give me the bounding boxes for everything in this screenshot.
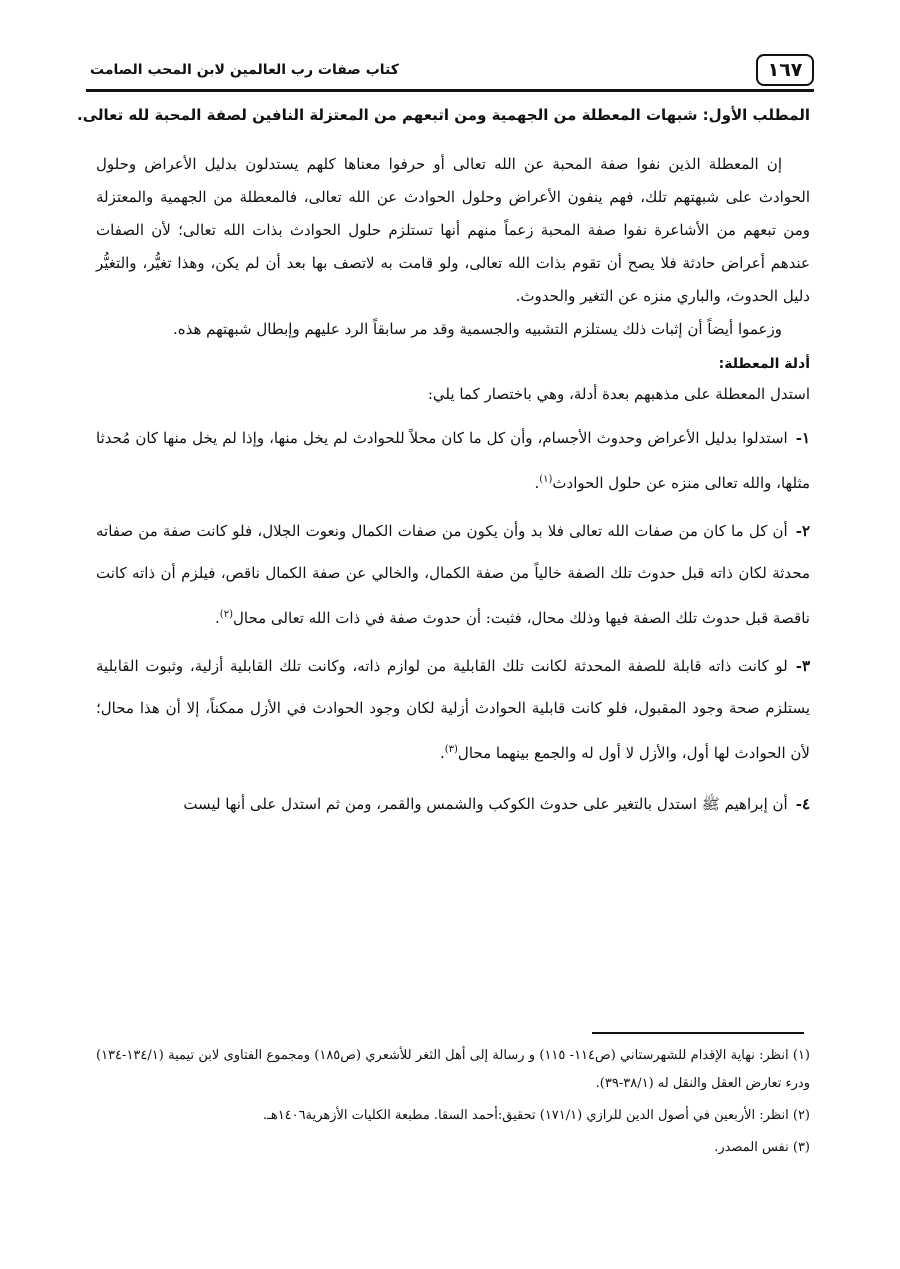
item-number: ١- <box>795 429 810 447</box>
item-text: استدلوا بدليل الأعراض وحدوث الأجسام، وأن كل ما كان محلاً للحوادث لم يخل منها، وإذا لم يخل منها كان مُحدثا مثلها، والله تعالى منزه عن حلول الحوادث <box>96 429 810 492</box>
item-text: أن كل ما كان من صفات الله تعالى فلا بد وأن يكون من صفات الكمال ونعوت الجلال، فلو كانت صفة من صفاته محدثة لكان ذاته قبل حدوث تلك الصفة خالياً من صفة الكمال، والخالي عن صفة الكمال ناقص، فيلزم أن ذاته كانت ناقصة قبل حدوث تلك الصفة فيها وذلك محال، فثبت: أن حدوث صفة في ذات الله تعالى محال <box>96 522 810 627</box>
item-number: ٢- <box>795 522 810 540</box>
footnote-ref[interactable]: (٢) <box>219 609 233 620</box>
item-number: ٣- <box>795 657 810 675</box>
footnote-ref[interactable]: (١) <box>539 474 553 485</box>
item-text: أن إبراهيم ﷺ استدل بالتغير على حدوث الكوكب والشمس والقمر، ومن ثم استدل على أنها ليست <box>183 795 788 813</box>
footnote-ref[interactable]: (٣) <box>444 744 458 755</box>
paragraph: إن المعطلة الذين نفوا صفة المحبة عن الله تعالى أو حرفوا معناها كلهم يستدلون بدليل الأعراض وحلول الحوادث على شبهتهم تلك، فهم ينفون الأعراض وحلول الحوادث عن الله تعالى، فالمعطلة من الجهمية والمعتزلة ومن تبعهم من الأشاعرة نفوا صفة المحبة زعماً منهم أنها تستلزم حلول الحوادث بذات الله تعالى؛ لأن الصفات عندهم أعراض حادثة فلا يصح أن تقوم بذات الله تعالى، ولو قامت به لاتصف بها بعد أن لم يكن، وهذا تغيُّر، والتغيُّر دليل الحدوث، والباري منزه عن التغير والحدوث. <box>96 155 810 305</box>
section-heading: المطلب الأول: شبهات المعطلة من الجهمية ومن اتبعهم من المعتزلة النافين لصفة المحبة لله تعالى. <box>77 106 810 124</box>
item-end: . <box>534 474 540 492</box>
evidence-item-4 <box>96 780 810 825</box>
item-end: . <box>215 609 220 627</box>
evidence-heading: أدلة المعطلة: <box>718 356 810 372</box>
page-number: ١٦٧ <box>756 54 814 86</box>
footnote-2: (٢) انظر: الأربعين في أصول الدين للرازي (١٧١/١) تحقيق:أحمد السقا. مطبعة الكليات الأزهرية١٤٠٦هـ. <box>262 1108 810 1123</box>
footnote-separator <box>592 1032 804 1034</box>
paragraph: وزعموا أيضاً أن إثبات ذلك يستلزم التشبيه والجسمية وقد مر سابقاً الرد عليهم وإبطال شبهتهم هذه. <box>172 320 782 338</box>
page-header <box>86 54 814 92</box>
footnotes <box>96 1042 810 1166</box>
evidence-item-1 <box>96 417 810 504</box>
footnote-3: (٣) نفس المصدر. <box>714 1140 810 1155</box>
item-text: لو كانت ذاته قابلة للصفة المحدثة لكانت تلك القابلية من لوازم ذاته، وكانت تلك القابلية أزلية، وثبوت القابلية يستلزم صحة وجود المقبول، فلو كانت قابلية الحوادث أزلية لكان وجود الحوادث في الأزل ممكناً، إلا أن هذا محال؛ لأن الحوادث لها أول، والأزل لا أول له والجمع بينهما محال <box>96 657 810 762</box>
footnote-1: (١) انظر: نهاية الإقدام للشهرستاني (ص١١٤- ١١٥) و رسالة إلى أهل الثغر للأشعري (ص١٨٥) ومجموع الفتاوى لابن تيمية (١٣٤/١-١٣٤) ودرء تعارض العقل والنقل له (٣٨/١-٣٩). <box>96 1048 810 1091</box>
book-title: كتاب صفات رب العالمين لابن المحب الصامت <box>90 62 399 78</box>
item-end: . <box>439 744 445 762</box>
evidence-item-2 <box>96 510 810 639</box>
evidence-item-3 <box>96 645 810 774</box>
page-body <box>77 106 810 825</box>
header-rule <box>86 89 814 92</box>
evidence-intro: استدل المعطلة على مذهبهم بعدة أدلة، وهي باختصار كما يلي: <box>427 385 810 403</box>
item-number: ٤- <box>795 795 810 813</box>
